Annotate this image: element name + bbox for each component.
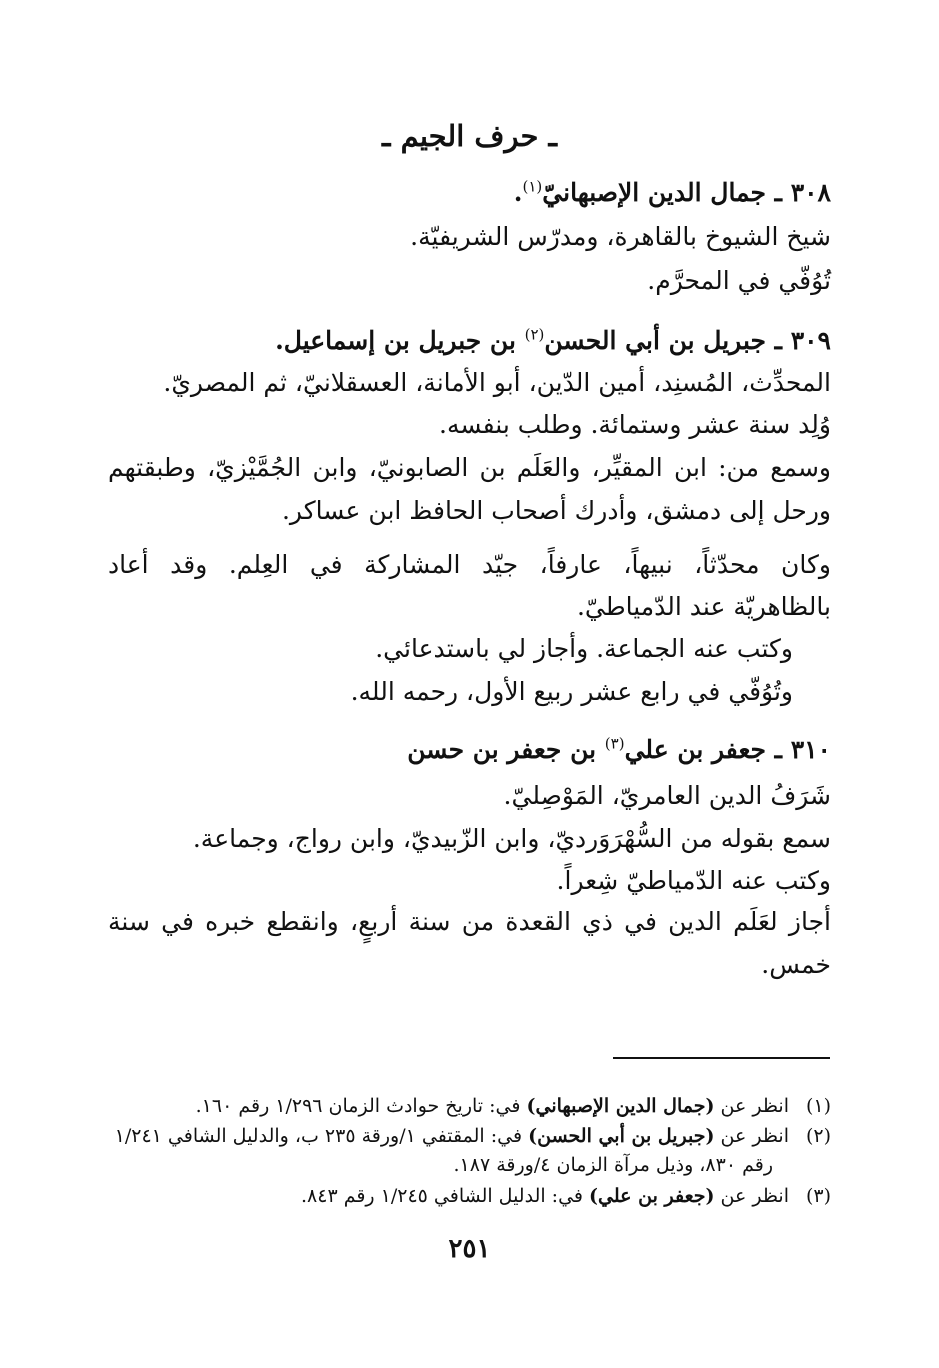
entry-308-title-end: . [513,178,523,207]
footnote-separator [613,1057,830,1059]
page-number: ٢٥١ [448,1234,491,1264]
footnote-ref-3[interactable]: (٣) [604,734,625,753]
entry-310-line-3: وكتب عنه الدّمياطيّ شِعراً. [556,866,831,895]
footnote-2-pre: انظر عن [714,1125,789,1147]
entry-310-line-4: أجاز لعَلَم الدين في ذي القعدة من سنة أربعٍ، وانقطع خبره في سنة [108,907,831,936]
entry-309-title [275,324,831,358]
footnote-2-subject: (جبريل بن أبي الحسن) [528,1125,715,1147]
footnote-3-number: (٣) [805,1185,831,1207]
footnote-3-subject: (جعفر بن علي) [589,1185,715,1207]
footnote-2-number: (٢) [805,1125,831,1147]
entry-309-line-4: ورحل إلى دمشق، وأدرك أصحاب الحافظ ابن عساكر. [281,496,831,525]
entry-310-title [407,733,831,767]
entry-309-name: ٣٠٩ ـ جبريل بن أبي الحسن [544,326,831,355]
entry-309-line-5: وكان محدّثاً، نبيهاً، عارفاً، جيّد المشاركة في العِلم. وقد أعاد [108,550,831,579]
entry-309-title-end: بن جبريل بن إسماعيل. [275,326,525,355]
entry-309-line-1: المحدِّث، المُسنِد، أمين الدّين، أبو الأمانة، العسقلانيّ، ثم المصريّ. [163,368,831,397]
entry-308-title [514,176,831,210]
entry-309-line-6: بالظاهريّة عند الدّمياطيّ. [576,592,831,621]
entry-308-name: ٣٠٨ ـ جمال الدين الإصبهانيّ [542,178,831,207]
footnote-1 [196,1093,831,1120]
entry-310-line-2: سمع بقوله من السُّهْرَوَرديّ، وابن الزّبيديّ، وابن رواج، وجماعة. [192,824,831,853]
entry-310-line-1: شَرَفُ الدين العامريّ، المَوْصِليّ. [503,781,831,810]
footnote-3-source: في: الدليل الشافي ١/٢٤٥ رقم ٨٤٣. [300,1185,590,1207]
footnote-1-number: (١) [805,1095,831,1117]
footnote-ref-2[interactable]: (٢) [524,325,545,344]
entry-308-line-1: شيخ الشيوخ بالقاهرة، ومدرّس الشريفيّة. [410,222,831,251]
entry-310-name: ٣١٠ ـ جعفر بن علي [624,735,831,764]
footnote-2 [115,1123,831,1150]
footnote-1-pre: انظر عن [714,1095,789,1117]
entry-309-line-2: وُلِد سنة عشر وستمائة. وطلب بنفسه. [439,410,831,439]
footnote-3-pre: انظر عن [714,1185,789,1207]
entry-308-line-2: تُوُفّي في المحرَّم. [647,266,831,295]
footnote-3 [301,1183,831,1210]
footnote-2-source: في: المقتفي ١/ورقة ٢٣٥ ب، والدليل الشافي ١/٢٤١ [114,1125,529,1147]
footnote-ref-1[interactable]: (١) [522,177,543,196]
entry-310-line-5: خمس. [761,950,831,979]
entry-309-line-7: وكتب عنه الجماعة. وأجاز لي باستدعائي. [375,634,793,663]
entry-309-line-3: وسمع من: ابن المقيِّر، والعَلَم بن الصابونيّ، وابن الجُمَّيْزيّ، وطبقتهم [108,453,831,482]
footnote-1-subject: (جمال الدين الإصبهاني) [526,1095,715,1117]
section-heading: ـ حرف الجيم ـ [382,119,557,153]
footnote-2-continuation: رقم ٨٣٠، وذيل مرآة الزمان ٤/ورقة ١٨٧. [453,1154,773,1176]
entry-309-line-8: وتُوُفّي في رابع عشر ربيع الأول، رحمه الله. [350,677,793,706]
footnote-1-source: في: تاريخ حوادث الزمان ١/٢٩٦ رقم ١٦٠. [195,1095,527,1117]
entry-310-title-end: بن جعفر بن حسن [407,735,605,764]
